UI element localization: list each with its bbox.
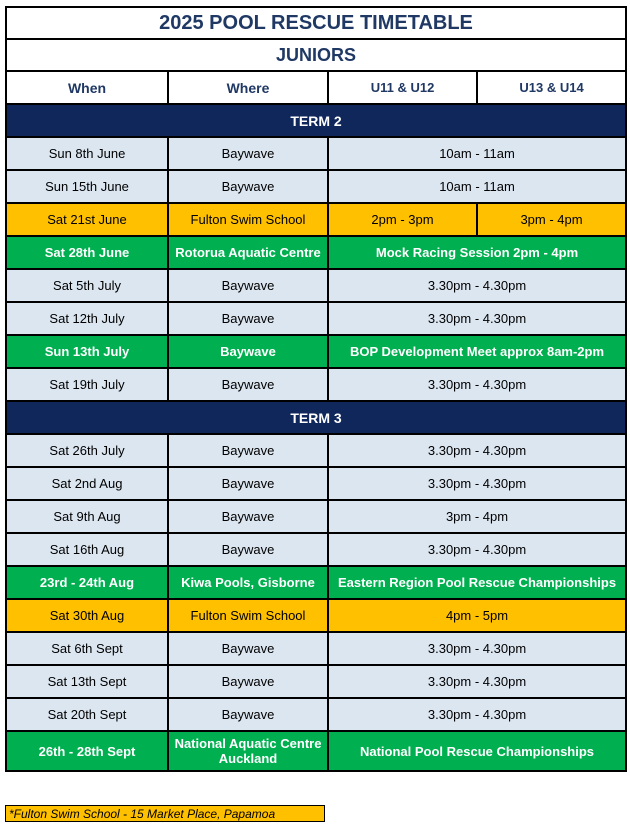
term-2-header: TERM 2 bbox=[6, 104, 626, 137]
table-row bbox=[6, 236, 626, 269]
time-cell: 10am - 11am bbox=[328, 170, 626, 203]
where-cell: Baywave bbox=[168, 368, 328, 401]
when-cell: 26th - 28th Sept bbox=[6, 731, 168, 771]
table-row bbox=[6, 566, 626, 599]
table-row bbox=[6, 599, 626, 632]
time-cell: 10am - 11am bbox=[328, 137, 626, 170]
where-cell: Baywave bbox=[168, 302, 328, 335]
time-cell: National Pool Rescue Championships bbox=[328, 731, 626, 771]
when-cell: Sat 2nd Aug bbox=[6, 467, 168, 500]
timetable bbox=[5, 6, 625, 772]
when-cell: Sun 8th June bbox=[6, 137, 168, 170]
time-cell: 3.30pm - 4.30pm bbox=[328, 533, 626, 566]
when-cell: Sat 9th Aug bbox=[6, 500, 168, 533]
when-cell: Sat 5th July bbox=[6, 269, 168, 302]
where-cell: National Aquatic Centre Auckland bbox=[168, 731, 328, 771]
time-cell-u13-u14: 3pm - 4pm bbox=[477, 203, 626, 236]
table-row bbox=[6, 698, 626, 731]
time-cell: 3.30pm - 4.30pm bbox=[328, 302, 626, 335]
table-row bbox=[6, 335, 626, 368]
when-cell: Sat 30th Aug bbox=[6, 599, 168, 632]
table-row bbox=[6, 500, 626, 533]
when-cell: Sat 26th July bbox=[6, 434, 168, 467]
where-cell: Baywave bbox=[168, 170, 328, 203]
where-cell: Baywave bbox=[168, 335, 328, 368]
footnote: *Fulton Swim School - 15 Market Place, Papamoa bbox=[5, 805, 325, 822]
header-u11-u12: U11 & U12 bbox=[328, 71, 477, 104]
table-row bbox=[6, 203, 626, 236]
where-cell: Fulton Swim School bbox=[168, 203, 328, 236]
time-cell: 4pm - 5pm bbox=[328, 599, 626, 632]
table-row bbox=[6, 533, 626, 566]
where-cell: Baywave bbox=[168, 665, 328, 698]
when-cell: Sun 13th July bbox=[6, 335, 168, 368]
table-row bbox=[6, 137, 626, 170]
table-row bbox=[6, 665, 626, 698]
time-cell: 3pm - 4pm bbox=[328, 500, 626, 533]
when-cell: Sat 21st June bbox=[6, 203, 168, 236]
when-cell: Sat 20th Sept bbox=[6, 698, 168, 731]
time-cell: BOP Development Meet approx 8am-2pm bbox=[328, 335, 626, 368]
where-cell: Rotorua Aquatic Centre bbox=[168, 236, 328, 269]
time-cell: 3.30pm - 4.30pm bbox=[328, 368, 626, 401]
where-cell: Baywave bbox=[168, 500, 328, 533]
where-cell: Baywave bbox=[168, 467, 328, 500]
table-row bbox=[6, 632, 626, 665]
when-cell: Sat 16th Aug bbox=[6, 533, 168, 566]
page-subtitle: JUNIORS bbox=[6, 39, 626, 71]
table-row bbox=[6, 269, 626, 302]
time-cell: 3.30pm - 4.30pm bbox=[328, 434, 626, 467]
time-cell: 3.30pm - 4.30pm bbox=[328, 665, 626, 698]
table-row bbox=[6, 731, 626, 771]
term-3-header: TERM 3 bbox=[6, 401, 626, 434]
when-cell: Sun 15th June bbox=[6, 170, 168, 203]
time-cell: Eastern Region Pool Rescue Championships bbox=[328, 566, 626, 599]
page-title: 2025 POOL RESCUE TIMETABLE bbox=[6, 7, 626, 39]
table-row bbox=[6, 368, 626, 401]
when-cell: Sat 13th Sept bbox=[6, 665, 168, 698]
header-where: Where bbox=[168, 71, 328, 104]
where-cell: Baywave bbox=[168, 137, 328, 170]
table-row bbox=[6, 302, 626, 335]
when-cell: 23rd - 24th Aug bbox=[6, 566, 168, 599]
where-cell: Baywave bbox=[168, 632, 328, 665]
timetable-table bbox=[5, 6, 627, 772]
time-cell-u11-u12: 2pm - 3pm bbox=[328, 203, 477, 236]
where-cell: Baywave bbox=[168, 698, 328, 731]
where-cell: Baywave bbox=[168, 533, 328, 566]
when-cell: Sat 19th July bbox=[6, 368, 168, 401]
table-row bbox=[6, 467, 626, 500]
where-cell: Baywave bbox=[168, 434, 328, 467]
time-cell: 3.30pm - 4.30pm bbox=[328, 467, 626, 500]
table-row bbox=[6, 170, 626, 203]
where-cell: Baywave bbox=[168, 269, 328, 302]
time-cell: Mock Racing Session 2pm - 4pm bbox=[328, 236, 626, 269]
header-when: When bbox=[6, 71, 168, 104]
time-cell: 3.30pm - 4.30pm bbox=[328, 269, 626, 302]
header-u13-u14: U13 & U14 bbox=[477, 71, 626, 104]
time-cell: 3.30pm - 4.30pm bbox=[328, 632, 626, 665]
when-cell: Sat 6th Sept bbox=[6, 632, 168, 665]
time-cell: 3.30pm - 4.30pm bbox=[328, 698, 626, 731]
where-cell: Kiwa Pools, Gisborne bbox=[168, 566, 328, 599]
table-row bbox=[6, 434, 626, 467]
when-cell: Sat 28th June bbox=[6, 236, 168, 269]
when-cell: Sat 12th July bbox=[6, 302, 168, 335]
where-cell: Fulton Swim School bbox=[168, 599, 328, 632]
